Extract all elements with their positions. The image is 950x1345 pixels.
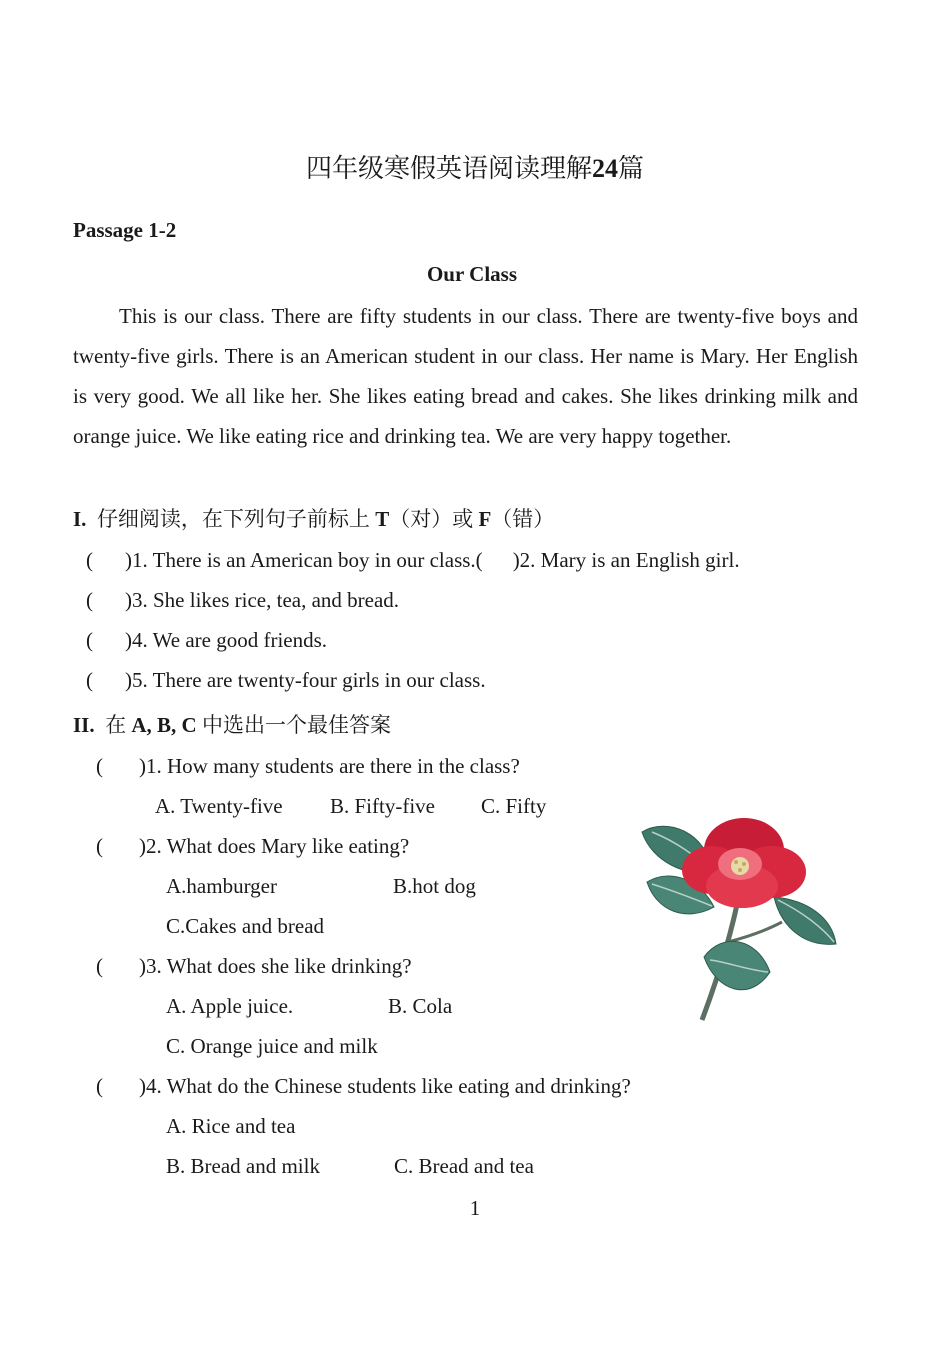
mc-question-2: ( )2. What does Mary like eating? [96, 834, 410, 858]
page-title: 四年级寒假英语阅读理解24篇 [305, 154, 645, 183]
answer-blank[interactable]: ( [96, 754, 103, 778]
mc-q4-option-c: C. Bread and tea [394, 1154, 534, 1178]
tf-item-1-2: ( )1. There is an American boy in our class.( )2. Mary is an English girl. [86, 548, 740, 572]
mc-q2-option-b: B.hot dog [393, 874, 476, 898]
answer-blank[interactable]: ( [86, 588, 93, 612]
mc-q2-option-c: C.Cakes and bread [166, 914, 325, 938]
section-1-heading: I. 仔细阅读，在下列句子前标上 T（对）或 F（错） [73, 507, 555, 531]
answer-blank[interactable]: ( [96, 1074, 103, 1098]
answer-blank[interactable]: ( [86, 628, 93, 652]
mc-q1-option-a: A. Twenty-five [155, 794, 283, 818]
mc-q1-option-c: C. Fifty [481, 794, 547, 818]
mc-q3-option-a: A. Apple juice. [166, 994, 294, 1018]
page-number: 1 [469, 1196, 481, 1220]
answer-blank[interactable]: ( [86, 668, 93, 692]
camellia-flower-illustration [632, 812, 842, 1027]
mc-q3-option-b: B. Cola [388, 994, 453, 1018]
mc-q2-option-a: A.hamburger [166, 874, 277, 898]
mc-question-3: ( )3. What does she like drinking? [96, 954, 412, 978]
passage-text: This is our class. There are fifty students in our class. There are twenty-five boys and twenty-five girls. There is an American student in our class. Her name is Mary. Her English is very good. We all like her. She likes eating bread and cakes. She likes drinking milk and orange juice. We like eating rice and drinking tea. We are very happy together. [73, 304, 858, 448]
answer-blank[interactable]: ( [96, 834, 103, 858]
tf-item-3: ( )3. She likes rice, tea, and bread. [86, 588, 400, 612]
mc-q4-option-a: A. Rice and tea [166, 1114, 296, 1138]
mc-q3-option-c: C. Orange juice and milk [166, 1034, 378, 1058]
mc-q4-option-b: B. Bread and milk [166, 1154, 320, 1178]
mc-question-4: ( )4. What do the Chinese students like eating and drinking? [96, 1074, 631, 1098]
answer-blank[interactable]: ( [86, 548, 93, 572]
tf-item-4: ( )4. We are good friends. [86, 628, 328, 652]
story-title: Our Class [426, 262, 518, 286]
tf-item-5: ( )5. There are twenty-four girls in our class. [86, 668, 486, 692]
answer-blank[interactable]: ( [96, 954, 103, 978]
mc-q1-option-b: B. Fifty-five [330, 794, 435, 818]
mc-question-1: ( )1. How many students are there in the class? [96, 754, 520, 778]
passage-label: Passage 1-2 [73, 218, 177, 242]
section-2-heading: II. 在 A, B, C 中选出一个最佳答案 [73, 713, 391, 737]
